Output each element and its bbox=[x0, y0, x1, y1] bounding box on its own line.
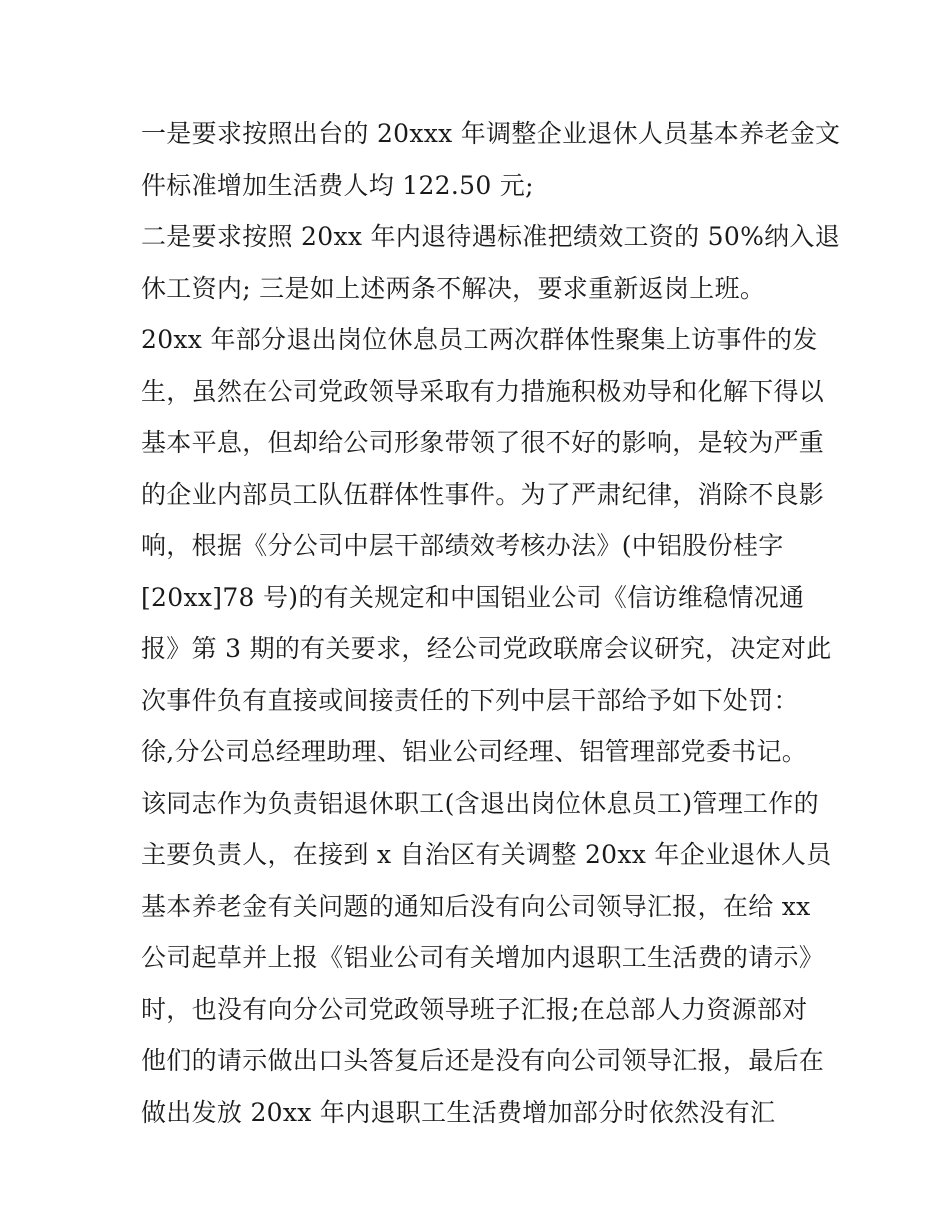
text-line: [20xx]78 号)的有关规定和中国铝业公司《信访维稳情况通 bbox=[141, 582, 805, 612]
text-line: 徐,分公司总经理助理、铝业公司经理、铝管理部党委书记。 bbox=[141, 737, 808, 766]
text-line: 报》第 3 期的有关要求，经公司党政联席会议研究，决定对此 bbox=[141, 634, 832, 663]
text-line: 主要负责人，在接到 x 自治区有关调整 20xx 年企业退休人员 bbox=[141, 840, 832, 869]
document-body bbox=[141, 108, 841, 1138]
text-line: 20xx 年部分退出岗位休息员工两次群体性聚集上访事件的发 bbox=[141, 325, 818, 354]
text-line: 公司起草并上报《铝业公司有关增加内退职工生活费的请示》 bbox=[141, 943, 825, 972]
text-line: 的企业内部员工队伍群体性事件。为了严肃纪律，消除不良影 bbox=[141, 479, 825, 509]
text-line: 响，根据《分公司中层干部绩效考核办法》(中铝股份桂字 bbox=[141, 531, 784, 560]
text-line: 次事件负有直接或间接责任的下列中层干部给予如下处罚： bbox=[141, 685, 799, 715]
text-line: 做出发放 20xx 年内退职工生活费增加部分时依然没有汇 bbox=[141, 1097, 776, 1127]
text-line: 生，虽然在公司党政领导采取有力措施积极劝导和化解下得以 bbox=[141, 376, 825, 406]
text-line: 一是要求按照出台的 20xxx 年调整企业退休人员基本养老金文 bbox=[141, 119, 841, 148]
text-line: 时，也没有向分公司党政领导班子汇报;在总部人力资源部对 bbox=[141, 994, 808, 1024]
text-line: 他们的请示做出口头答复后还是没有向公司领导汇报，最后在 bbox=[141, 1046, 825, 1075]
text-line: 基本养老金有关问题的通知后没有向公司领导汇报，在给 xx bbox=[141, 891, 811, 921]
text-line: 该同志作为负责铝退休职工(含退出岗位休息员工)管理工作的 bbox=[141, 788, 819, 818]
text-line: 基本平息，但却给公司形象带领了很不好的影响，是较为严重 bbox=[141, 428, 825, 457]
text-line: 件标准增加生活费人均 122.50 元; bbox=[141, 170, 534, 200]
text-line: 休工资内; 三是如上述两条不解决，要求重新返岗上班。 bbox=[141, 273, 766, 303]
text-line: 二是要求按照 20xx 年内退待遇标准把绩效工资的 50%纳入退 bbox=[141, 222, 841, 251]
